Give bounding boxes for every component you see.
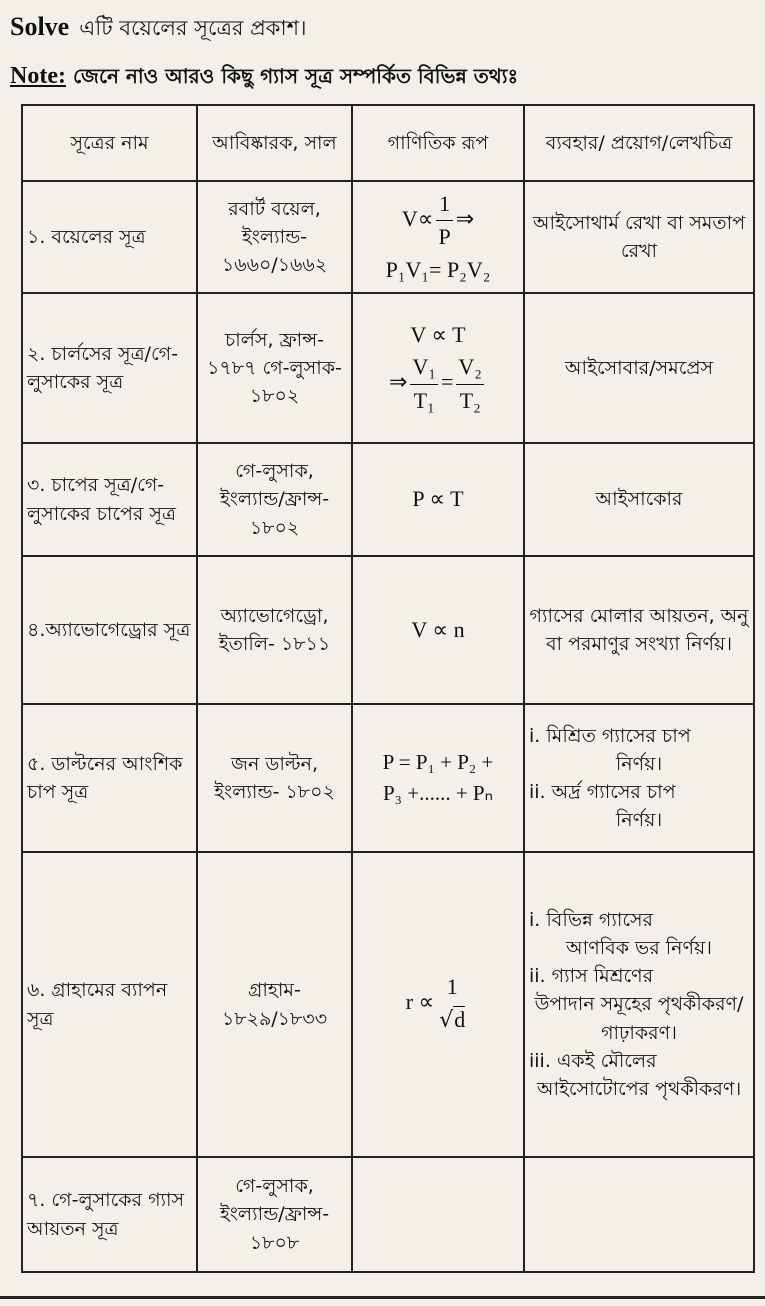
fraction-numerator: V₂: [458, 354, 482, 380]
usage-text: অর্দ্র গ্যাসের চাপ: [551, 781, 676, 803]
usage-marker: i.: [529, 724, 541, 747]
solve-line: [10, 12, 307, 47]
fraction-denominator: T₂: [456, 384, 484, 418]
formula-arrow: ⇒: [455, 205, 475, 231]
fraction-numerator: V₁: [412, 354, 436, 380]
fraction-denominator: [437, 1004, 467, 1038]
formula-equals: =: [441, 369, 454, 395]
formula-arrow: ⇒: [389, 369, 408, 395]
usage-text: গ্যাস মিশ্রণের: [551, 965, 654, 988]
formula-line-1: P = P₁ + P₂ +: [382, 749, 494, 774]
law-usage: [524, 852, 754, 1157]
table-row: [22, 181, 754, 293]
formula-line-2: P₃ +...... + Pₙ: [383, 781, 493, 805]
law-discoverer: চার্লস, ফ্রান্স- ১৭৮৭ গে-লুসাক- ১৮০২: [197, 293, 352, 443]
law-usage: আইসাকোর: [524, 443, 754, 556]
law-name: ৬. গ্রাহামের ব্যাপন সূত্র: [22, 852, 197, 1157]
solve-label: Solve: [10, 12, 70, 41]
law-formula: [352, 293, 524, 443]
law-discoverer: গ্রাহাম- ১৮২৯/১৮৩৩: [197, 852, 352, 1157]
usage-marker: ii.: [529, 781, 546, 803]
formula-line-2: P₁V₁= P₂V₂: [385, 256, 491, 282]
law-name: ৭. গে-লুসাকের গ্যাস আয়তন সূত্র: [22, 1157, 197, 1272]
usage-text-cont: নির্ণয়।: [615, 752, 663, 775]
fraction: [456, 351, 484, 417]
column-header-discoverer: আবিষ্কারক, সাল: [197, 105, 352, 181]
fraction: [436, 188, 452, 254]
solve-text: এটি বয়েলের সূত্রের প্রকাশ।: [79, 16, 307, 40]
usage-text: মিশ্রিত গ্যাসের চাপ: [546, 724, 691, 747]
fraction-numerator: 1: [446, 974, 458, 1000]
law-name: ৩. চাপের সূত্র/গে-লুসাকের চাপের সূত্র: [22, 443, 197, 556]
table-row: [22, 852, 754, 1157]
law-discoverer: জন ডাল্টন, ইংল্যান্ড- ১৮০২: [197, 704, 352, 852]
usage-item: [529, 778, 749, 834]
usage-text-cont: নির্ণয়।: [615, 809, 663, 832]
law-usage: আইসোবার/সমপ্রেস: [524, 293, 754, 443]
formula-prefix: r ∝: [405, 989, 435, 1015]
usage-text-cont: আইসোটোপের পৃথকীকরণ।: [536, 1077, 742, 1100]
fraction: [410, 351, 438, 417]
law-formula: [352, 704, 524, 852]
page-bottom-rule: [0, 1296, 765, 1299]
law-usage: [524, 704, 754, 852]
usage-item: [529, 722, 749, 778]
law-formula: [352, 1157, 524, 1272]
note-text: জেনে নাও আরও কিছু গ্যাস সূত্র সম্পর্কিত বিভিন্ন তথ্যঃ: [72, 64, 519, 88]
note-label: Note:: [10, 63, 66, 89]
fraction: [437, 971, 467, 1037]
usage-text-cont: উপাদান সমূহের পৃথকীকরণ/গাঢ়াকরণ।: [534, 993, 744, 1044]
law-discoverer: গে-লুসাক, ইংল্যান্ড/ফ্রান্স- ১৮০২: [197, 443, 352, 556]
law-usage: গ্যাসের মোলার আয়তন, অনু বা পরমাণুর সংখ্যা নির্ণয়।: [524, 556, 754, 704]
law-discoverer: রবার্ট বয়েল, ইংল্যান্ড- ১৬৬০/১৬৬২: [197, 181, 352, 293]
fraction-denominator: T₁: [410, 384, 438, 418]
radicand: d: [454, 1007, 466, 1032]
law-formula: [352, 852, 524, 1157]
law-formula: V ∝ n: [352, 556, 524, 704]
law-usage: আইসোথার্ম রেখা বা সমতাপ রেখা: [524, 181, 754, 293]
usage-marker: iii.: [529, 1049, 551, 1072]
table-row: [22, 704, 754, 852]
table-row: [22, 1157, 754, 1272]
law-usage: [524, 1157, 754, 1272]
table-header-row: [22, 105, 754, 181]
column-header-formula: গাণিতিক রূপ: [352, 105, 524, 181]
usage-item: [529, 962, 749, 1046]
law-name: ২. চার্লসের সূত্র/গে-লুসাকের সূত্র: [22, 293, 197, 443]
usage-marker: ii.: [529, 965, 546, 988]
law-formula: P ∝ T: [352, 443, 524, 556]
usage-text-cont: আণবিক ভর নির্ণয়।: [566, 937, 712, 960]
fraction-numerator: 1: [439, 190, 451, 216]
column-header-usage: ব্যবহার/ প্রয়োগ/লেখচিত্র: [524, 105, 754, 181]
usage-item: [529, 1047, 749, 1103]
law-discoverer: অ্যাভোগেড্রো, ইতালি- ১৮১১: [197, 556, 352, 704]
usage-text: একই মৌলের: [556, 1049, 657, 1072]
law-discoverer: গে-লুসাক, ইংল্যান্ড/ফ্রান্স- ১৮০৮: [197, 1157, 352, 1272]
square-root-sign: √: [439, 1008, 454, 1033]
table-row: [22, 443, 754, 556]
note-line: [10, 62, 518, 95]
formula-prefix: V∝: [401, 205, 434, 231]
table-row: [22, 293, 754, 443]
formula-line-1: V ∝ T: [410, 321, 466, 347]
law-formula: [352, 181, 524, 293]
gas-laws-table: [21, 104, 755, 1273]
usage-marker: i.: [529, 909, 541, 932]
fraction-denominator: P: [436, 220, 452, 254]
column-header-name: সূত্রের নাম: [22, 105, 197, 181]
table-row: [22, 556, 754, 704]
law-name: ৪.অ্যাভোগেড্রোর সূত্র: [22, 556, 197, 704]
law-name: ১. বয়েলের সূত্র: [22, 181, 197, 293]
usage-text: বিভিন্ন গ্যাসের: [546, 909, 653, 932]
law-name: ৫. ডাল্টনের আংশিক চাপ সূত্র: [22, 704, 197, 852]
usage-item: [529, 906, 749, 962]
